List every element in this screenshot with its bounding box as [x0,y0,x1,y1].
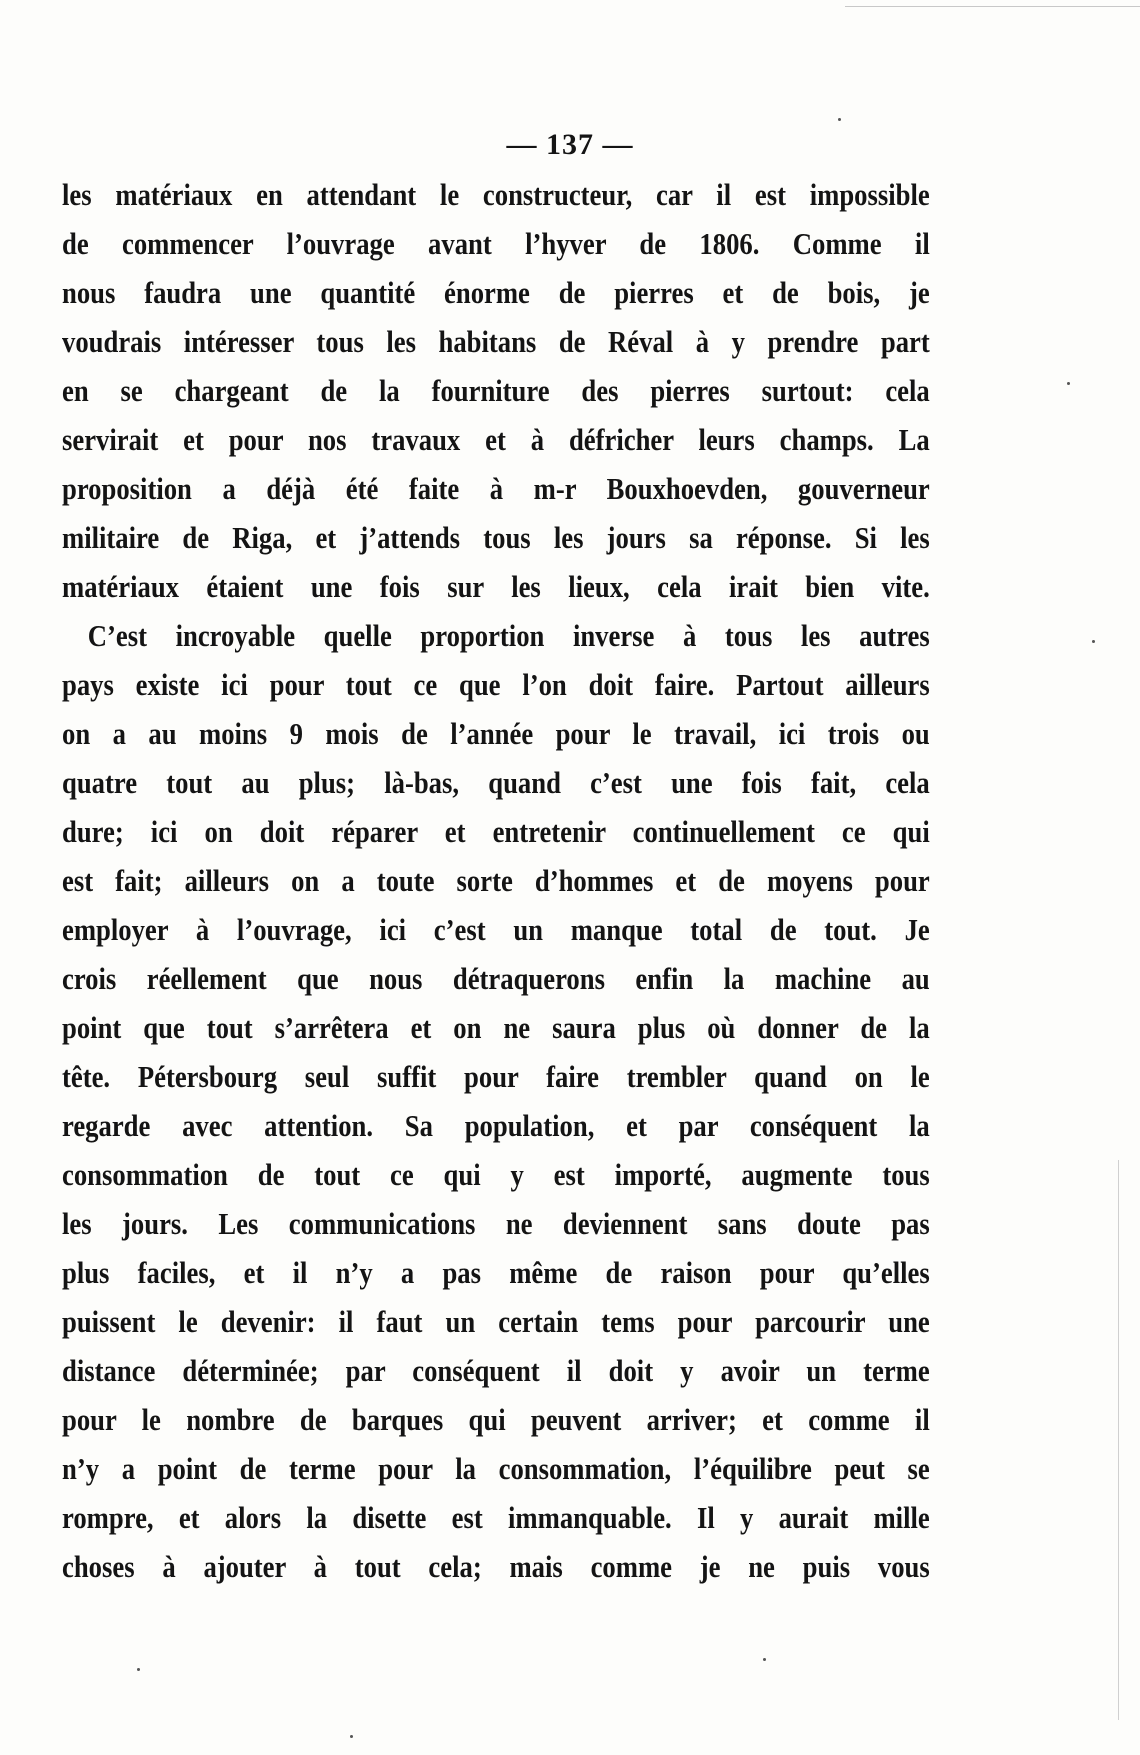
text-line: n’y a point de terme pour la consommation, l’équilibre peut se [62,1451,930,1486]
scan-speck [137,1668,140,1671]
text-line: militaire de Riga, et j’attends tous les jours sa réponse. Si les [62,520,930,555]
text-line: plus faciles, et il n’y a pas même de raison pour qu’elles [62,1255,930,1290]
text-line: de commencer l’ouvrage avant l’hyver de 1806. Comme il [62,226,930,261]
text-line: dure; ici on doit réparer et entretenir continuellement ce qui [62,814,930,849]
scan-edge-line [845,6,1140,7]
scan-speck [1092,640,1095,643]
text-line: proposition a déjà été faite à m-r Bouxhoevden, gouverneur [62,471,930,506]
text-line: crois réellement que nous détraquerons enfin la machine au [62,961,930,996]
text-line: les matériaux en attendant le constructeur, car il est impossible [62,177,930,212]
text-line: rompre, et alors la disette est immanquable. Il y aurait mille [62,1500,930,1535]
text-line: choses à ajouter à tout cela; mais comme je ne puis vous [62,1549,930,1584]
text-line: tête. Pétersbourg seul suffit pour faire trembler quand on le [62,1059,930,1094]
text-line: regarde avec attention. Sa population, et par conséquent la [62,1108,930,1143]
scan-speck [1067,382,1070,385]
text-line: les jours. Les communications ne deviennent sans doute pas [62,1206,930,1241]
text-line: matériaux étaient une fois sur les lieux, cela irait bien vite. [62,569,930,604]
text-line: puissent le devenir: il faut un certain tems pour parcourir une [62,1304,930,1339]
text-line: en se chargeant de la fourniture des pierres surtout: cela [62,373,930,408]
scan-speck [763,1658,766,1661]
text-line: consommation de tout ce qui y est importé, augmente tous [62,1157,930,1192]
text-line: employer à l’ouvrage, ici c’est un manque total de tout. Je [62,912,930,947]
text-line: point que tout s’arrêtera et on ne saura plus où donner de la [62,1010,930,1045]
text-line: voudrais intéresser tous les habitans de Réval à y prendre part [62,324,930,359]
text-line: est fait; ailleurs on a toute sorte d’hommes et de moyens pour [62,863,930,898]
body-text [62,170,930,1591]
text-line: distance déterminée; par conséquent il doit y avoir un terme [62,1353,930,1388]
text-line: servirait et pour nos travaux et à défricher leurs champs. La [62,422,930,457]
scan-speck [838,118,841,121]
text-line: C’est incroyable quelle proportion inverse à tous les autres [87,618,930,653]
scan-edge-line [1118,1160,1119,1720]
text-line: on a au moins 9 mois de l’année pour le travail, ici trois ou [62,716,930,751]
page-number: — 137 — [506,128,634,161]
text-line: pays existe ici pour tout ce que l’on doit faire. Partout ailleurs [62,667,930,702]
scan-speck [350,1735,353,1738]
text-line: nous faudra une quantité énorme de pierres et de bois, je [62,275,930,310]
text-line: quatre tout au plus; là-bas, quand c’est une fois fait, cela [62,765,930,800]
text-line: pour le nombre de barques qui peuvent arriver; et comme il [62,1402,930,1437]
